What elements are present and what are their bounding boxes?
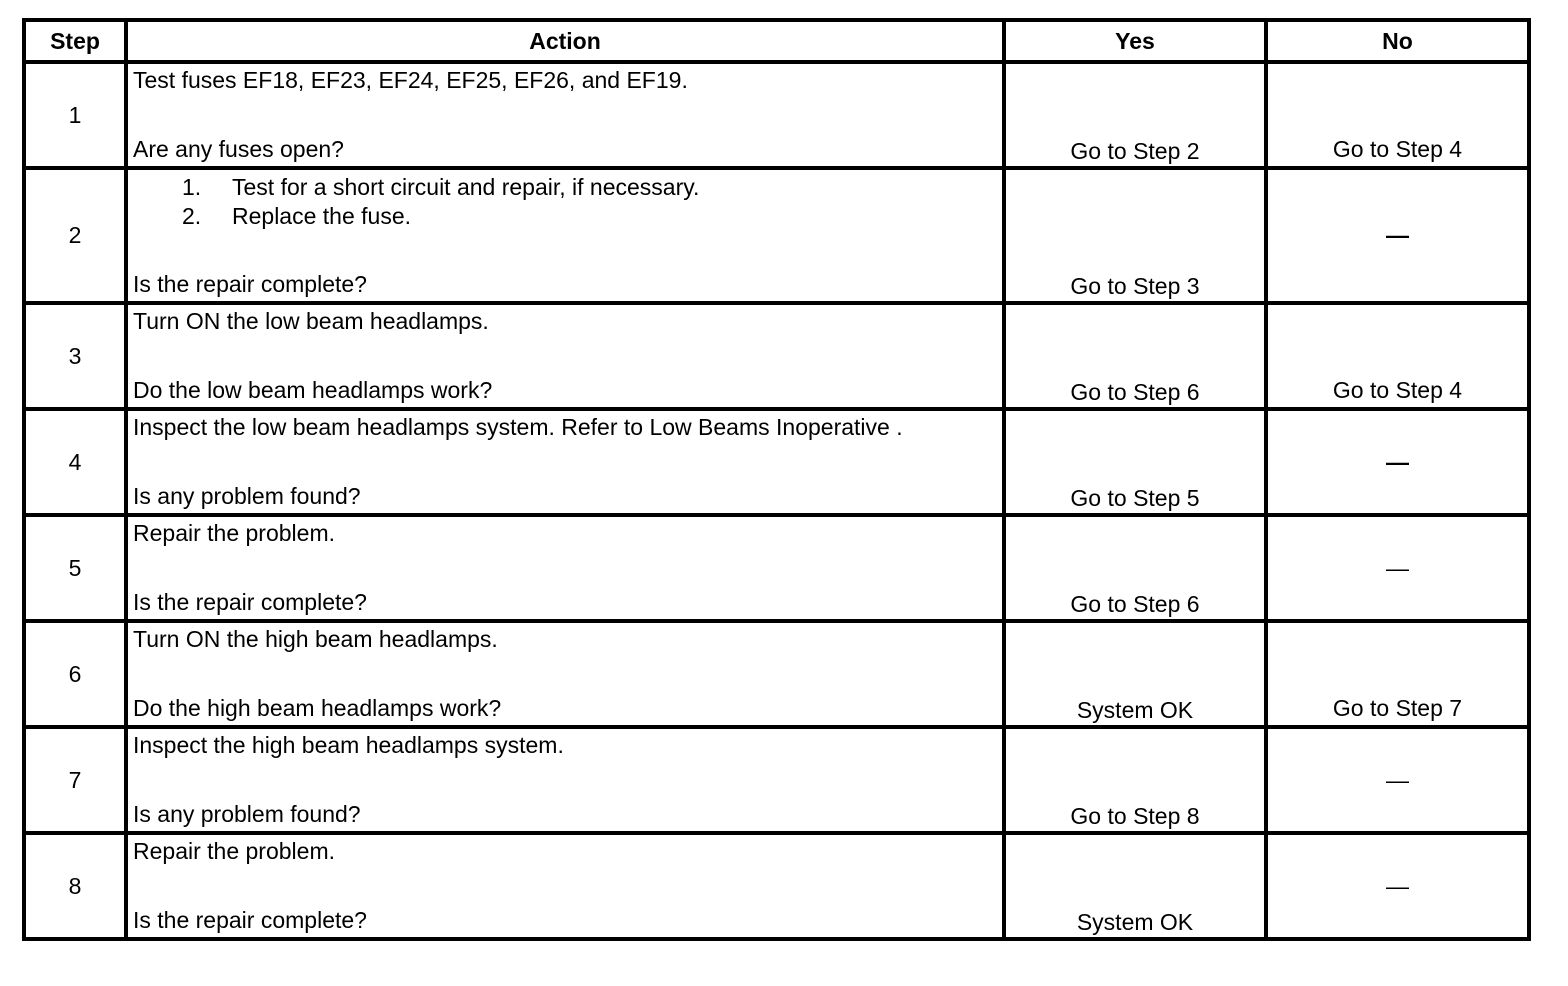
header-row — [24, 20, 1529, 62]
action-cell — [126, 515, 1004, 621]
no-result: Go to Step 4 — [1266, 303, 1529, 409]
action-instruction: Turn ON the high beam headlamps. — [133, 626, 498, 652]
action-question: Is the repair complete? — [133, 271, 367, 297]
header-action: Action — [126, 20, 1004, 62]
no-result: — — [1266, 168, 1529, 303]
no-result: — — [1266, 727, 1529, 833]
action-cell — [126, 303, 1004, 409]
step-number: 6 — [24, 621, 126, 727]
table-row — [24, 409, 1529, 515]
action-instruction: Repair the problem. — [133, 520, 335, 546]
action-instruction: Turn ON the low beam headlamps. — [133, 308, 489, 334]
substep-item — [182, 202, 1002, 231]
action-question: Do the low beam headlamps work? — [133, 377, 493, 403]
action-cell — [126, 833, 1004, 939]
yes-result: Go to Step 6 — [1004, 515, 1266, 621]
action-instruction: Repair the problem. — [133, 838, 335, 864]
substep-text: Test for a short circuit and repair, if necessary. — [232, 174, 700, 200]
action-cell — [126, 727, 1004, 833]
table-row — [24, 168, 1529, 303]
action-question: Do the high beam headlamps work? — [133, 695, 502, 721]
action-instruction: Test fuses EF18, EF23, EF24, EF25, EF26, and EF19. — [133, 67, 688, 93]
step-number: 7 — [24, 727, 126, 833]
table-row — [24, 833, 1529, 939]
yes-result: Go to Step 2 — [1004, 62, 1266, 168]
action-cell — [126, 168, 1004, 303]
table-row — [24, 62, 1529, 168]
substep-text: Replace the fuse. — [232, 203, 412, 229]
no-result: — — [1266, 515, 1529, 621]
no-result: Go to Step 4 — [1266, 62, 1529, 168]
table-row — [24, 515, 1529, 621]
step-number: 1 — [24, 62, 126, 168]
substep-item — [182, 173, 1002, 202]
yes-result: System OK — [1004, 833, 1266, 939]
no-result: — — [1266, 409, 1529, 515]
action-cell — [126, 62, 1004, 168]
action-question: Are any fuses open? — [133, 136, 344, 162]
header-step: Step — [24, 20, 126, 62]
step-number: 2 — [24, 168, 126, 303]
substep-number: 1. — [182, 174, 202, 200]
header-yes: Yes — [1004, 20, 1266, 62]
header-no: No — [1266, 20, 1529, 62]
table-row — [24, 727, 1529, 833]
action-instruction: Inspect the low beam headlamps system. Refer to Low Beams Inoperative . — [133, 414, 903, 440]
no-result: Go to Step 7 — [1266, 621, 1529, 727]
action-question: Is any problem found? — [133, 801, 361, 827]
yes-result: Go to Step 6 — [1004, 303, 1266, 409]
table-row — [24, 303, 1529, 409]
yes-result: Go to Step 3 — [1004, 168, 1266, 303]
substep-number: 2. — [182, 203, 202, 229]
substep-list — [128, 173, 1002, 231]
action-question: Is any problem found? — [133, 483, 361, 509]
no-result: — — [1266, 833, 1529, 939]
diagnostic-table-container — [22, 18, 1527, 941]
action-cell — [126, 621, 1004, 727]
yes-result: System OK — [1004, 621, 1266, 727]
yes-result: Go to Step 5 — [1004, 409, 1266, 515]
step-number: 3 — [24, 303, 126, 409]
action-question: Is the repair complete? — [133, 907, 367, 933]
yes-result: Go to Step 8 — [1004, 727, 1266, 833]
action-question: Is the repair complete? — [133, 589, 367, 615]
step-number: 5 — [24, 515, 126, 621]
action-cell — [126, 409, 1004, 515]
table-row — [24, 621, 1529, 727]
diagnostic-table — [22, 18, 1531, 941]
step-number: 8 — [24, 833, 126, 939]
action-instruction: Inspect the high beam headlamps system. — [133, 732, 564, 758]
step-number: 4 — [24, 409, 126, 515]
